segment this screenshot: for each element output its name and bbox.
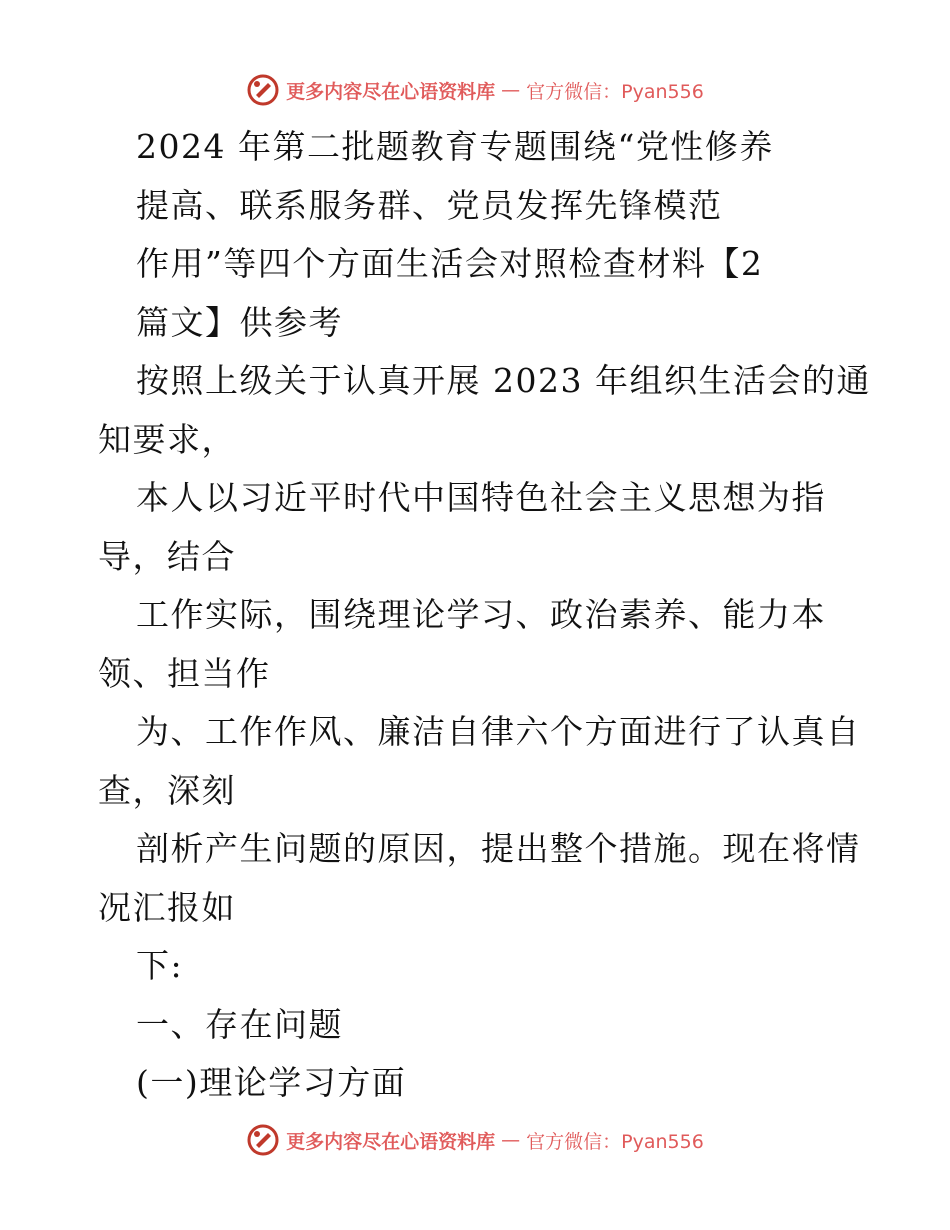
document-body xyxy=(98,118,871,1113)
document-title-line-1: 2024 年第二批题教育专题围绕“党性修养 xyxy=(136,127,774,166)
watermark-text: 更多内容尽在心语资料库 xyxy=(286,80,496,103)
body-line: 查，深刻 xyxy=(98,770,236,810)
document-title-line-4: 篇文】供参考 xyxy=(136,302,343,342)
body-line: 知要求， xyxy=(98,419,236,459)
watermark-text: 更多内容尽在心语资料库 xyxy=(286,1130,496,1153)
subsection-heading: (一)理论学习方面 xyxy=(136,1063,407,1102)
body-line: 按照上级关于认真开展 2023 年组织生活会的通 xyxy=(136,361,871,400)
body-line: 领、担当作 xyxy=(98,653,271,693)
document-title-line-3: 作用”等四个方面生活会对照检查材料【2 xyxy=(136,244,764,283)
document-title-line-2: 提高、联系服务群、党员发挥先锋模范 xyxy=(136,185,723,225)
watermark-footer xyxy=(0,1120,950,1160)
brand-logo-icon xyxy=(246,1123,280,1157)
body-line: 为、工作作风、廉洁自律六个方面进行了认真自 xyxy=(136,712,861,751)
watermark-account: 官方微信：Pyan556 xyxy=(526,1130,704,1153)
watermark-header xyxy=(0,70,950,110)
watermark-separator: — xyxy=(501,79,521,101)
body-line: 下: xyxy=(136,946,184,985)
section-heading: 一、存在问题 xyxy=(136,1004,343,1044)
brand-logo-icon xyxy=(246,73,280,107)
body-line: 本人以习近平时代中国特色社会主义思想为指 xyxy=(136,478,826,517)
body-line: 况汇报如 xyxy=(98,887,236,927)
body-line: 工作实际，围绕理论学习、政治素养、能力本 xyxy=(136,595,826,634)
body-line: 导，结合 xyxy=(98,536,236,576)
body-line: 剖析产生问题的原因，提出整个措施。现在将情 xyxy=(136,829,861,868)
watermark-account: 官方微信：Pyan556 xyxy=(526,80,704,103)
watermark-separator: — xyxy=(501,1129,521,1151)
